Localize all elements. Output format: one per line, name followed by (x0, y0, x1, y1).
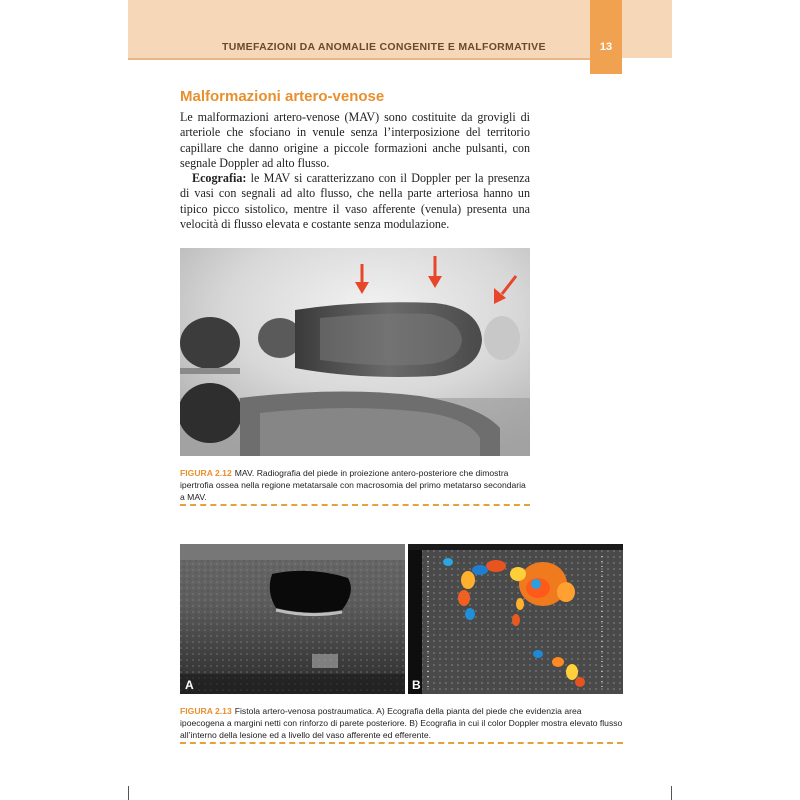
figure-1-label: FIGURA 2.12 (180, 468, 232, 478)
crop-mark (128, 786, 129, 800)
figure-1-caption (180, 467, 530, 503)
figure-1-caption-text: MAV. Radiografia del piede in proiezione antero-posteriore che dimostra ipertrofia ossea nella regione metatarsale con macrosomia del primo metatarso secondaria a MAV. (180, 468, 526, 502)
xray-illustration (180, 248, 530, 456)
figure-ultrasound-b (408, 544, 623, 694)
figure-ultrasound-a (180, 544, 405, 694)
page-number: 13 (599, 41, 613, 53)
paragraph-2 (180, 171, 530, 232)
page-number-tab (590, 0, 622, 74)
caption-divider (180, 742, 623, 744)
figure-2-caption (180, 705, 623, 741)
ultrasound-b-illustration (408, 544, 623, 694)
panel-a-letter: A (185, 678, 194, 692)
body-text (180, 110, 530, 232)
figure-2-caption-text: Fistola artero-venosa postraumatica. A) Ecografia della pianta del piede che evidenzia area ipoecogena a margini netti con rinforzo di parete posteriore. B) Ecografia in cui il color Doppler mostra elevato flusso all’interno della lesione ed a livello del vaso afferente ed efferente. (180, 706, 623, 740)
panel-b-letter: B (412, 678, 421, 692)
running-header-rule (128, 58, 590, 60)
paragraph-2-text: le MAV si caratterizzano con il Doppler per la presenza di vasi con segnali ad alto flusso, che nella parte arteriosa hanno un tipico picco sistolico, mentre il vaso afferente (venula) presenta una velocità di flusso elevata e costante senza modulazione. (180, 171, 530, 232)
figure-xray-image (180, 248, 530, 456)
section-title: Malformazioni artero-venose (180, 88, 385, 105)
crop-mark (671, 786, 672, 800)
caption-divider (180, 504, 530, 506)
paragraph-1: Le malformazioni artero-venose (MAV) sono costituite da grovigli di arteriole che sfociano in venule senza l’interposizione del territorio capillare che danno origine a piccole formazioni anche pulsanti, con segnale Doppler ad alto flusso. (180, 110, 530, 170)
paragraph-2-lead: Ecografia: (192, 171, 247, 186)
running-header-title: TUMEFAZIONI DA ANOMALIE CONGENITE E MALFORMATIVE (222, 41, 546, 53)
figure-2-label: FIGURA 2.13 (180, 706, 232, 716)
ultrasound-a-illustration (180, 544, 405, 694)
